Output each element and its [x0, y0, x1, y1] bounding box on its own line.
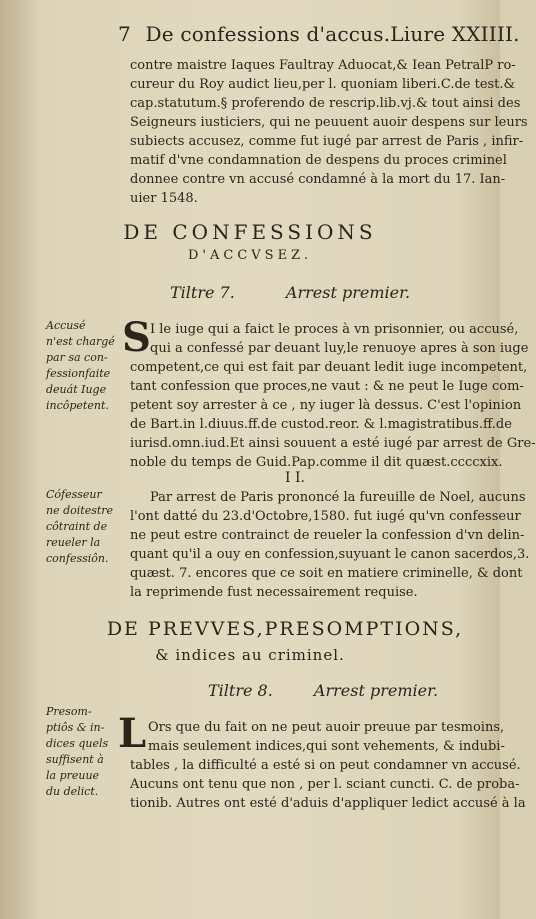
margin-note-line: côtraint de — [46, 520, 108, 533]
intro-line: donnee contre vn accusé condamné à la mort du 17. Ian- — [130, 172, 506, 187]
running-header — [118, 22, 520, 48]
section-title: DE CONFESSIONS — [123, 220, 377, 244]
drop-cap: L — [118, 710, 147, 757]
title-row — [170, 283, 460, 302]
margin-note — [46, 704, 124, 800]
arrest-label: Arrest premier. — [285, 283, 411, 302]
section-title: DE PREVVES,PRESOMPTIONS, — [106, 618, 464, 640]
page-gutter-shadow — [0, 0, 40, 919]
section-subtitle: & indices au criminel. — [155, 646, 345, 664]
margin-note-line: reueler la — [46, 536, 101, 549]
body-line: I le iuge qui a faict le proces à vn prisonnier, ou accusé, — [150, 322, 519, 337]
arrest-label: Arrest premier. — [313, 681, 439, 700]
body-line: petent soy arrester à ce , ny iuger là dessus. C'est l'opinion — [130, 398, 522, 413]
body-line: iurisd.omn.iud.Et ainsi souuent a esté iugé par arrest de Gre- — [130, 436, 536, 451]
body-line: mais seulement indices,qui sont vehements, & indubi- — [148, 739, 505, 754]
body-line: la reprimende fust necessairement requise. — [130, 585, 418, 600]
body-line: Par arrest de Paris prononcé la fureuille de Noel, aucuns — [150, 490, 526, 505]
margin-note — [46, 487, 124, 567]
drop-cap: S — [122, 314, 151, 361]
intro-line: matif d'vne condamnation de despens du proces criminel — [130, 153, 507, 168]
margin-note-line: Cófesseur — [46, 488, 102, 501]
body-line: competent,ce qui est fait par deuant ledit iuge incompetent, — [130, 360, 528, 375]
page-number: 7 — [118, 22, 131, 46]
intro-line: cap.statutum.§ proferendo de rescrip.lib.vj.& tout ainsi des — [130, 96, 521, 111]
margin-note-line: incôpetent. — [46, 399, 109, 412]
margin-note-line: suffisent à — [46, 753, 104, 766]
margin-note — [46, 318, 124, 414]
margin-note-line: Presom- — [46, 705, 92, 718]
margin-note-line: n'est chargé — [46, 335, 115, 348]
intro-line: Seigneurs iusticiers, qui ne peuuent auoir despens sur leurs — [130, 115, 528, 130]
body-line: quæst. 7. encores que ce soit en matiere criminelle, & dont — [130, 566, 523, 581]
body-line: Aucuns ont tenu que non , per l. sciant cuncti. C. de proba- — [130, 777, 520, 792]
margin-note-line: par sa con- — [46, 351, 108, 364]
intro-line: cureur du Roy audict lieu,per l. quoniam liberi.C.de test.& — [130, 77, 516, 92]
body-line: noble du temps de Guid.Pap.comme il dit quæst.ccccxix. — [130, 455, 503, 470]
article-numeral: I I. — [285, 470, 305, 486]
body-line: quant qu'il a ouy en confession,suyuant le canon sacerdos,3. — [130, 547, 530, 562]
running-title: De confessions d'accus.Liure XXIIII. — [145, 22, 520, 46]
body-line: ne peut estre contrainct de reueler la confession d'vn delin- — [130, 528, 525, 543]
margin-note-line: deuát Iuge — [46, 383, 107, 396]
margin-note-line: confessiôn. — [46, 552, 109, 565]
margin-note-line: fessionfaite — [46, 367, 111, 380]
body-line: Ors que du fait on ne peut auoir preuue par tesmoins, — [148, 720, 505, 735]
margin-note-line: ne doitestre — [46, 504, 114, 517]
margin-note-line: du delict. — [46, 785, 99, 798]
body-line: tables , la difficulté a esté si on peut condamner vn accusé. — [130, 758, 521, 773]
body-line: tant confession que proces,ne vaut : & ne peut le Iuge com- — [130, 379, 524, 394]
margin-note-line: ptiôs & in- — [46, 721, 105, 734]
body-line: de Bart.in l.diuus.ff.de custod.reor. & l.magistratibus.ff.de — [130, 417, 512, 432]
body-line: qui a confessé par deuant luy,le renuoye apres à son iuge — [150, 341, 529, 356]
section-subtitle: D'ACCVSEZ. — [188, 248, 312, 263]
titre-label: Tiltre 8. — [208, 681, 273, 700]
margin-note-line: dices quels — [46, 737, 109, 750]
margin-note-line: la preuue — [46, 769, 100, 782]
intro-line: uier 1548. — [130, 191, 198, 206]
margin-note-line: Accusé — [46, 319, 86, 332]
intro-line: contre maistre Iaques Faultray Aduocat,& Iean PetralP ro- — [130, 58, 516, 73]
intro-line: subiects accusez, comme fut iugé par arrest de Paris , infir- — [130, 134, 524, 149]
body-line: tionib. Autres ont esté d'aduis d'appliquer ledict accusé à la — [130, 796, 526, 811]
title-row — [208, 681, 460, 700]
body-line: l'ont datté du 23.d'Octobre,1580. fut iugé qu'vn confesseur — [130, 509, 521, 524]
titre-label: Tiltre 7. — [170, 283, 235, 302]
